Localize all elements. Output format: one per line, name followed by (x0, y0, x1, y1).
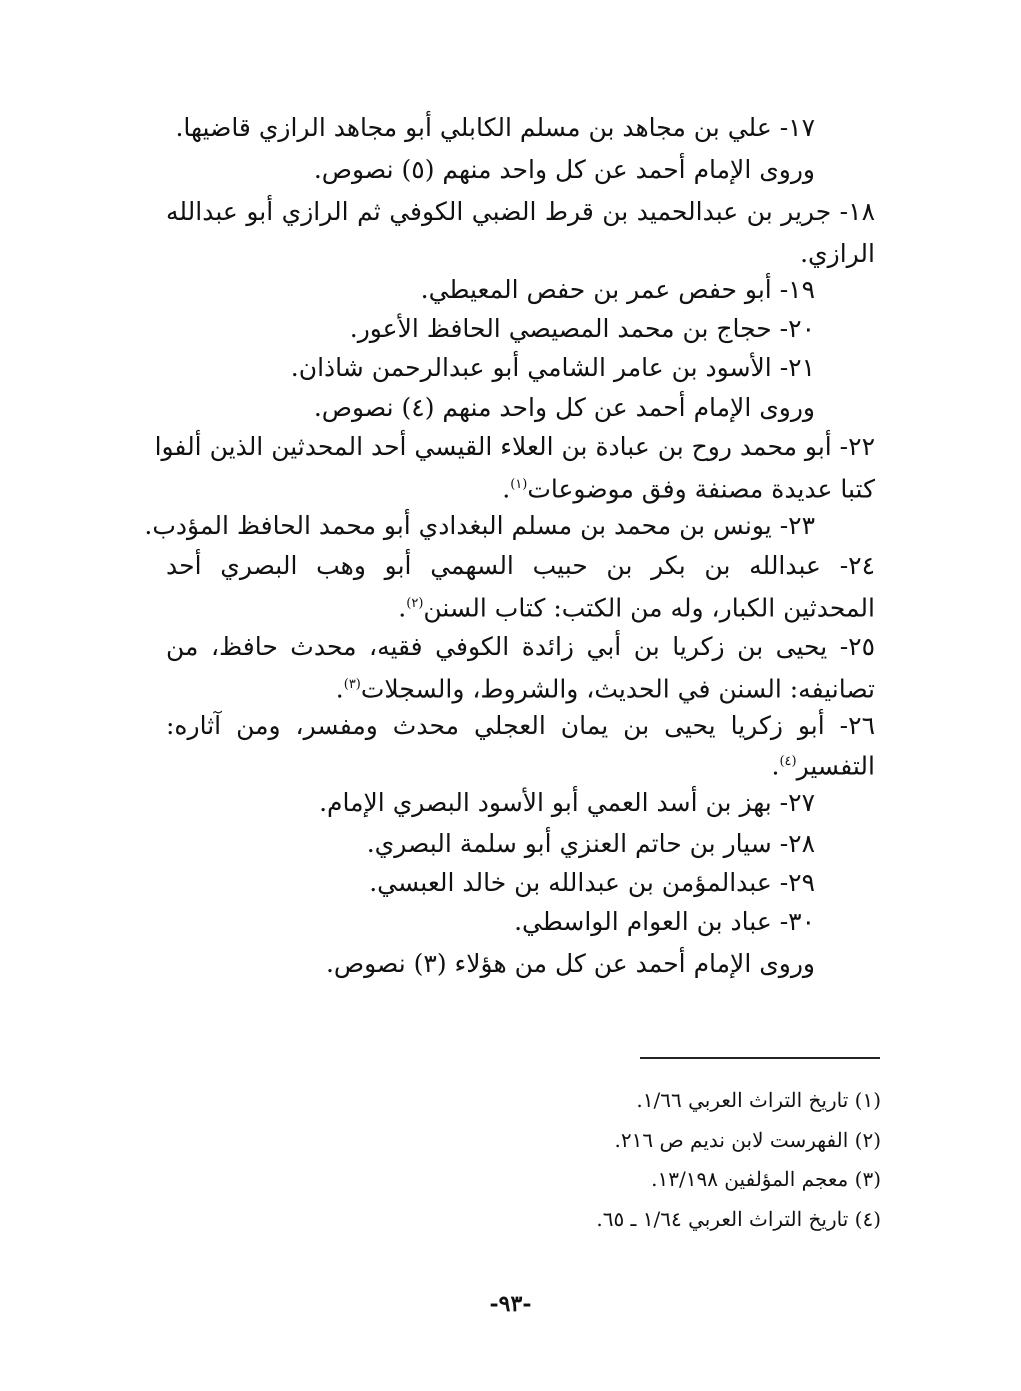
entry-29: ٢٩- عبدالمؤمن بن عبدالله بن خالد العبسي. (369, 868, 815, 897)
entry-23: ٢٣- يونس بن محمد بن مسلم البغدادي أبو محمد الحافظ المؤدب. (144, 511, 815, 540)
entry-27: ٢٧- بهز بن أسد العمي أبو الأسود البصري الإمام. (319, 788, 815, 817)
footnote-ref: (٢) (406, 596, 424, 611)
entry-24-continuation (398, 584, 875, 624)
page-number: -٩٣- (489, 1291, 532, 1317)
period: . (398, 593, 407, 623)
entry-18: ١٨- جرير بن عبدالحميد بن قرط الضبي الكوفي ثم الرازي أبو عبدالله (166, 197, 875, 226)
entry-21: ٢١- الأسود بن عامر الشامي أبو عبدالرحمن شاذان. (290, 353, 815, 382)
entry-text: تصانيفه: السنن في الحديث، والشروط، والسجلات (360, 674, 875, 704)
entry-30: ٣٠- عباد بن العوام الواسطي. (514, 907, 815, 936)
footnote-divider (640, 1057, 880, 1059)
entry-22-continuation (502, 465, 875, 505)
period: . (335, 674, 344, 704)
footnote-ref: (١) (510, 477, 528, 492)
entry-26: ٢٦- أبو زكريا يحيى بن يمان العجلي محدث ومفسر، ومن آثاره: (166, 711, 875, 740)
entry-22: ٢٢- أبو محمد روح بن عبادة بن العلاء القيسي أحد المحدثين الذين ألفوا (154, 432, 875, 461)
footnote-ref: (٣) (343, 677, 361, 692)
entry-text: المحدثين الكبار، وله من الكتب: كتاب السنن (423, 593, 875, 623)
narration-note: وروى الإمام أحمد عن كل واحد منهم (٥) نصوص. (313, 155, 815, 184)
entry-17: ١٧- علي بن مجاهد بن مسلم الكابلي أبو مجاهد الرازي قاضيها. (175, 113, 815, 142)
entry-28: ٢٨- سيار بن حاتم العنزي أبو سلمة البصري. (366, 829, 815, 858)
footnote-3: (٣) معجم المؤلفين ١٣/١٩٨. (651, 1167, 881, 1191)
entry-25: ٢٥- يحيى بن زكريا بن أبي زائدة الكوفي فقيه، محدث حافظ، من (166, 632, 875, 661)
period: . (771, 751, 780, 781)
entry-25-continuation (336, 665, 875, 705)
footnote-ref: (٤) (779, 754, 797, 769)
entry-18-continuation: الرازي. (800, 239, 875, 268)
entry-20: ٢٠- حجاج بن محمد المصيصي الحافظ الأعور. (349, 314, 815, 343)
narration-note: وروى الإمام أحمد عن كل من هؤلاء (٣) نصوص. (325, 949, 815, 978)
narration-note: وروى الإمام أحمد عن كل واحد منهم (٤) نصوص. (313, 393, 815, 422)
entry-text: التفسير (796, 751, 875, 781)
entry-26-continuation (772, 742, 876, 782)
entry-text: كتبا عديدة مصنفة وفق موضوعات (527, 474, 875, 504)
period: . (502, 474, 511, 504)
entry-19: ١٩- أبو حفص عمر بن حفص المعيطي. (420, 275, 815, 304)
footnote-4: (٤) تاريخ التراث العربي ١/٦٤ ـ ٦٥. (596, 1207, 881, 1231)
footnote-1: (١) تاريخ التراث العربي ١/٦٦. (636, 1088, 881, 1112)
footnote-2: (٢) الفهرست لابن نديم ص ٢١٦. (614, 1128, 881, 1152)
entry-24: ٢٤- عبدالله بن بكر بن حبيب السهمي أبو وهب البصري أحد (166, 551, 875, 580)
